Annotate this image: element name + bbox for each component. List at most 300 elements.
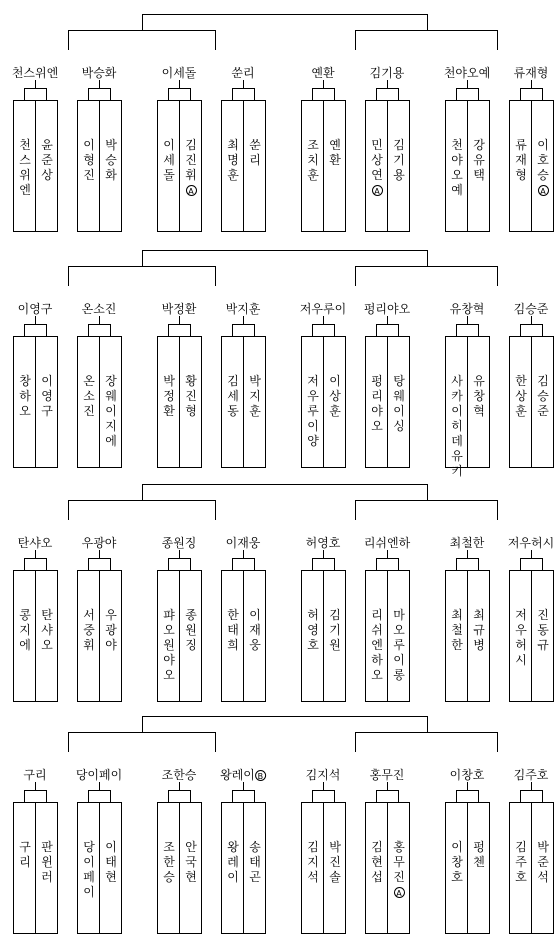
player-name <box>392 608 406 683</box>
bracket-line <box>497 500 498 520</box>
player-name-text: 최철한 <box>451 608 463 652</box>
player-name <box>450 374 464 479</box>
bracket-line <box>215 30 216 50</box>
player-name <box>162 608 176 683</box>
winner-label-text: 천야오예 <box>443 66 491 80</box>
bracket-line <box>376 790 398 791</box>
bracket-line <box>520 790 542 791</box>
player-name-text: 천스위엔 <box>19 138 31 197</box>
player-name <box>472 608 486 653</box>
bracket-line <box>168 88 169 100</box>
winner-label-text: 박승화 <box>81 66 117 80</box>
player-name-text: 탄샤오 <box>41 608 53 652</box>
player-name-text: 이영구 <box>41 374 53 418</box>
player-name <box>40 138 54 183</box>
player-name <box>306 840 320 885</box>
player-name <box>370 138 384 198</box>
player-name <box>472 374 486 419</box>
player-name <box>104 374 118 449</box>
bracket-line-right-group <box>355 266 497 267</box>
winner-label-text: 조한승 <box>161 768 197 782</box>
winner-label-text: 구리 <box>23 768 47 782</box>
player-name-text: 허영호 <box>307 608 319 652</box>
bracket-line <box>334 324 335 336</box>
player-name <box>370 374 384 434</box>
bracket-line-half-right <box>427 716 428 732</box>
winner-label-text: 이세돌 <box>161 66 197 80</box>
player-name <box>18 840 32 870</box>
bracket-line <box>387 80 388 88</box>
bracket-line-right-group <box>355 500 497 501</box>
bracket-line <box>46 88 47 100</box>
bracket-line <box>254 88 255 100</box>
bracket-line <box>35 550 36 558</box>
bracket-line <box>190 324 191 336</box>
bracket-line <box>68 732 69 752</box>
player-name-text: 박정환 <box>163 374 175 418</box>
player-name-text: 조치훈 <box>307 138 319 182</box>
player-name-text: 송태곤 <box>249 840 261 884</box>
bracket-line-half-right <box>427 484 428 500</box>
bracket-line <box>542 88 543 100</box>
player-name <box>104 840 118 885</box>
player-name <box>306 608 320 653</box>
player-name-text: 이태현 <box>105 840 117 884</box>
bracket-line <box>531 316 532 324</box>
bracket-line <box>456 790 457 802</box>
bracket-line-half-right <box>427 250 428 266</box>
bracket-line <box>243 80 244 88</box>
bracket-line <box>168 324 190 325</box>
winner-label <box>370 768 405 782</box>
winner-label-text: 리쉬엔하 <box>363 536 411 550</box>
bracket-line <box>168 324 169 336</box>
bracket-line <box>99 550 100 558</box>
winner-label <box>311 66 334 80</box>
player-name <box>472 138 486 183</box>
player-name <box>392 138 406 183</box>
bracket-line <box>323 80 324 88</box>
bracket-line <box>312 790 313 802</box>
player-name <box>514 374 528 419</box>
player-name <box>184 374 198 419</box>
player-name-text: 왕레이 <box>227 840 239 884</box>
bracket-line-half-left <box>142 484 143 500</box>
player-name-text: 탕웨이싱 <box>393 374 405 433</box>
player-name-text: 김주호 <box>515 840 527 884</box>
player-mark: A <box>186 185 197 196</box>
bracket-line <box>312 324 334 325</box>
bracket-line <box>334 558 335 570</box>
winner-label-text: 이영구 <box>17 302 53 316</box>
bracket-line <box>179 316 180 324</box>
winner-label-text: 쑨리 <box>231 66 255 80</box>
winner-label-text: 허영호 <box>305 536 341 550</box>
winner-label-text: 김기용 <box>369 66 405 80</box>
bracket-line-left-group <box>68 732 215 733</box>
bracket-line <box>99 782 100 790</box>
bracket-line <box>254 790 255 802</box>
player-name-text: 민상연 <box>371 138 383 182</box>
bracket-line <box>456 558 457 570</box>
player-name-text: 김기용 <box>393 138 405 182</box>
bracket-line <box>243 316 244 324</box>
bracket-line <box>312 558 313 570</box>
bracket-line <box>334 790 335 802</box>
player-name-text: 펑리야오 <box>371 374 383 433</box>
bracket-line <box>232 558 254 559</box>
winner-label <box>82 302 117 316</box>
player-name <box>536 374 550 419</box>
winner-label <box>306 768 341 782</box>
bracket-line <box>24 790 46 791</box>
player-name-text: 김기원 <box>329 608 341 652</box>
bracket-line <box>254 558 255 570</box>
winner-label-text: 최철한 <box>449 536 485 550</box>
bracket-line <box>232 324 233 336</box>
bracket-line <box>88 558 89 570</box>
player-name <box>82 374 96 419</box>
player-name <box>328 840 342 885</box>
bracket-line <box>168 790 169 802</box>
bracket-line <box>88 558 110 559</box>
player-name-text: 박지훈 <box>249 374 261 418</box>
bracket-line <box>24 558 25 570</box>
winner-label-text: 이재웅 <box>225 536 261 550</box>
player-name <box>226 608 240 653</box>
player-name <box>162 138 176 183</box>
player-name <box>450 840 464 885</box>
bracket-line <box>68 266 69 286</box>
winner-label <box>162 66 197 80</box>
bracket-line <box>232 88 233 100</box>
player-name-text: 박준석 <box>537 840 549 884</box>
player-name-text: 온소진 <box>83 374 95 418</box>
winner-label-text: 유창혁 <box>449 302 485 316</box>
bracket-line <box>376 790 377 802</box>
player-name-text: 한상훈 <box>515 374 527 418</box>
winner-label <box>76 768 122 782</box>
player-name-text: 이창호 <box>451 840 463 884</box>
bracket-line <box>179 782 180 790</box>
bracket-line <box>68 30 69 50</box>
winner-label-text: 펑리야오 <box>363 302 411 316</box>
player-name-text: 천야오예 <box>451 138 463 197</box>
bracket-line-half-left <box>142 14 143 30</box>
winner-label <box>12 66 58 80</box>
player-name-text: 김현섭 <box>371 840 383 884</box>
bracket-line <box>232 558 233 570</box>
winner-label-text: 탄샤오 <box>17 536 53 550</box>
bracket-line <box>478 790 479 802</box>
player-mark: A <box>372 185 383 196</box>
bracket-line <box>520 558 521 570</box>
bracket-line-half-left <box>142 716 143 732</box>
bracket-line <box>467 550 468 558</box>
bracket-line <box>68 500 69 520</box>
winner-label-text: 류재형 <box>513 66 549 80</box>
player-mark: A <box>394 887 405 898</box>
player-name <box>306 138 320 183</box>
bracket-line <box>35 782 36 790</box>
player-name-text: 판윈러 <box>41 840 53 884</box>
winner-label <box>162 768 197 782</box>
player-name-text: 쑨리 <box>249 138 261 167</box>
bracket-line <box>232 790 233 802</box>
bracket-line <box>88 88 89 100</box>
bracket-line <box>168 558 190 559</box>
bracket-line <box>88 88 110 89</box>
player-name-text: 김지석 <box>307 840 319 884</box>
bracket-line <box>334 88 335 100</box>
winner-label <box>226 536 261 550</box>
winner-label <box>514 302 549 316</box>
bracket-line-final <box>142 716 427 717</box>
bracket-line <box>497 30 498 50</box>
player-name-text: 당이페이 <box>83 840 95 899</box>
winner-label <box>508 536 554 550</box>
winner-label-text: 김주호 <box>513 768 549 782</box>
bracket-line <box>398 324 399 336</box>
player-name-text: 김승준 <box>537 374 549 418</box>
bracket-line <box>46 790 47 802</box>
bracket-line <box>531 782 532 790</box>
player-name-text: 이세돌 <box>163 138 175 182</box>
winner-label-text: 천스위엔 <box>11 66 59 80</box>
player-name <box>18 608 32 653</box>
player-name-text: 서중휘 <box>83 608 95 652</box>
bracket-line <box>398 558 399 570</box>
winner-label-text: 박지훈 <box>225 302 261 316</box>
winner-label <box>450 768 485 782</box>
bracket-line <box>168 790 190 791</box>
bracket-line <box>168 558 169 570</box>
player-name <box>82 138 96 183</box>
bracket-line <box>456 324 478 325</box>
bracket-line <box>179 80 180 88</box>
winner-label <box>231 66 254 80</box>
bracket-line <box>24 790 25 802</box>
bracket-line <box>215 732 216 752</box>
bracket-line <box>312 558 334 559</box>
player-name-text: 이형진 <box>83 138 95 182</box>
player-name-text: 저우허시 <box>515 608 527 667</box>
player-name-text: 종원징 <box>185 608 197 652</box>
player-name <box>184 138 198 198</box>
player-name <box>40 608 54 653</box>
player-name <box>184 840 198 885</box>
player-name <box>18 374 32 419</box>
bracket-line <box>215 266 216 286</box>
player-name-text: 윤준상 <box>41 138 53 182</box>
winner-label <box>450 302 485 316</box>
player-name <box>82 840 96 900</box>
bracket-line-left-group <box>68 266 215 267</box>
winner-label-text: 왕레이 <box>220 768 255 782</box>
player-name-text: 이재웅 <box>249 608 261 652</box>
bracket-line <box>88 324 110 325</box>
winner-label <box>514 768 549 782</box>
winner-label-text: 김지석 <box>305 768 341 782</box>
bracket-line <box>456 88 457 100</box>
bracket-line <box>24 88 46 89</box>
winner-label <box>514 66 549 80</box>
player-name-text: 저우루이양 <box>307 374 319 448</box>
bracket-line <box>232 324 254 325</box>
bracket-line <box>99 316 100 324</box>
bracket-line <box>520 558 542 559</box>
bracket-line <box>387 316 388 324</box>
bracket-line <box>387 550 388 558</box>
player-name <box>450 138 464 198</box>
player-name-text: 창하오 <box>19 374 31 418</box>
bracket-line <box>24 88 25 100</box>
bracket-line <box>376 558 377 570</box>
bracket-line <box>179 550 180 558</box>
winner-label-text: 온소진 <box>81 302 117 316</box>
winner-label <box>82 66 117 80</box>
bracket-line <box>520 790 521 802</box>
bracket-line <box>456 324 457 336</box>
winner-label <box>23 768 46 782</box>
player-name-text: 옌환 <box>329 138 341 167</box>
player-name-text: 강유택 <box>473 138 485 182</box>
player-name <box>392 374 406 434</box>
player-name <box>472 840 486 870</box>
bracket-line <box>520 88 542 89</box>
player-name <box>40 840 54 885</box>
player-name-text: 콩지에 <box>19 608 31 652</box>
player-name <box>18 138 32 198</box>
bracket-line <box>355 266 356 286</box>
player-name-text: 안국현 <box>185 840 197 884</box>
winner-label <box>300 302 346 316</box>
player-name-text: 조한승 <box>163 840 175 884</box>
player-name-text: 최규병 <box>473 608 485 652</box>
player-name <box>248 608 262 653</box>
bracket-line <box>312 88 334 89</box>
bracket-line <box>467 316 468 324</box>
bracket-line <box>110 790 111 802</box>
winner-label <box>162 302 197 316</box>
bracket-line <box>88 790 89 802</box>
player-name <box>328 374 342 419</box>
player-name-text: 한태희 <box>227 608 239 652</box>
player-name <box>536 840 550 885</box>
bracket-line <box>88 790 110 791</box>
bracket-line <box>243 550 244 558</box>
winner-label <box>364 302 410 316</box>
player-name <box>248 374 262 419</box>
winner-label-text: 홍무진 <box>369 768 405 782</box>
bracket-line <box>215 500 216 520</box>
bracket-line-right-group <box>355 30 497 31</box>
winner-label <box>18 302 53 316</box>
player-name-text: 우광야 <box>105 608 117 652</box>
bracket-line <box>24 324 46 325</box>
bracket-line <box>398 88 399 100</box>
winner-label <box>220 768 266 782</box>
bracket-line <box>542 790 543 802</box>
player-name-text: 마오루이롱 <box>393 608 405 682</box>
winner-label-text: 박정환 <box>161 302 197 316</box>
player-name <box>226 374 240 419</box>
bracket-line <box>110 558 111 570</box>
bracket-line <box>35 316 36 324</box>
winner-label <box>162 536 197 550</box>
player-name <box>328 138 342 168</box>
player-name <box>370 608 384 683</box>
player-name <box>370 840 384 885</box>
player-name <box>392 840 406 900</box>
player-name <box>104 138 118 183</box>
bracket-line <box>467 782 468 790</box>
bracket-line-final <box>142 14 427 15</box>
player-name-text: 김진휘 <box>185 138 197 182</box>
player-mark: A <box>538 185 549 196</box>
player-name <box>536 138 550 198</box>
bracket-line <box>168 88 190 89</box>
bracket-line <box>478 88 479 100</box>
winner-label-text: 김승준 <box>513 302 549 316</box>
player-name-text: 최명훈 <box>227 138 239 182</box>
bracket-line <box>387 782 388 790</box>
bracket-line <box>323 316 324 324</box>
bracket-line <box>190 558 191 570</box>
bracket-line-half-left <box>142 250 143 266</box>
bracket-line <box>254 324 255 336</box>
bracket-line <box>355 500 356 520</box>
winner-label-text: 이창호 <box>449 768 485 782</box>
bracket-line <box>531 80 532 88</box>
bracket-line-half-right <box>427 14 428 30</box>
bracket-line <box>478 558 479 570</box>
player-name-text: 류재형 <box>515 138 527 182</box>
winner-label-text: 저우루이 <box>299 302 347 316</box>
bracket-line <box>376 324 377 336</box>
bracket-line <box>456 790 478 791</box>
player-name <box>104 608 118 653</box>
bracket-line <box>110 324 111 336</box>
player-name-text: 이상훈 <box>329 374 341 418</box>
bracket-line-final <box>142 250 427 251</box>
player-name <box>184 608 198 653</box>
bracket-line <box>190 790 191 802</box>
bracket-line <box>376 88 398 89</box>
bracket-line-final <box>142 484 427 485</box>
winner-label-text: 옌환 <box>311 66 335 80</box>
winner-label <box>444 66 490 80</box>
bracket-line <box>542 558 543 570</box>
bracket-line <box>99 80 100 88</box>
player-name-text: 퍄오원야오 <box>163 608 175 682</box>
bracket-line <box>355 732 356 752</box>
winner-label <box>18 536 53 550</box>
bracket-line <box>542 324 543 336</box>
bracket-line <box>520 324 542 325</box>
player-name-text: 유창혁 <box>473 374 485 418</box>
bracket-line <box>312 324 313 336</box>
player-name <box>450 608 464 653</box>
bracket-line <box>24 324 25 336</box>
winner-label <box>450 536 485 550</box>
bracket-line <box>190 88 191 100</box>
player-name-text: 김세동 <box>227 374 239 418</box>
bracket-line <box>312 790 334 791</box>
bracket-line <box>243 782 244 790</box>
player-name <box>514 608 528 668</box>
bracket-line <box>323 550 324 558</box>
